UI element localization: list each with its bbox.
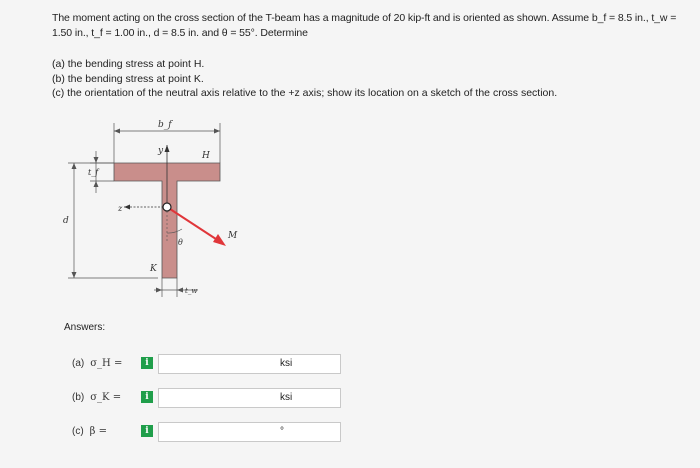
tf-label: t_f bbox=[88, 168, 99, 177]
centroid-marker bbox=[163, 203, 171, 211]
answer-b-label bbox=[72, 392, 121, 403]
part-c-text: (c) the orientation of the neutral axis relative to the +z axis; show its location on a sketch of the cross section. bbox=[52, 87, 558, 99]
answer-a-unit: ksi bbox=[280, 358, 293, 369]
answer-a-symbol: σ_H = bbox=[90, 358, 123, 369]
answer-a-label bbox=[72, 358, 122, 369]
answer-a-part: (a) bbox=[72, 358, 85, 369]
z-label: z bbox=[118, 204, 123, 213]
d-label: d bbox=[63, 216, 69, 226]
answer-b-symbol: σ_K = bbox=[90, 392, 122, 403]
answer-c-part: (c) bbox=[72, 426, 84, 437]
answer-c-symbol: β = bbox=[89, 426, 108, 437]
K-label: K bbox=[150, 264, 157, 274]
bf-label: b_f bbox=[158, 120, 172, 130]
answer-c-input[interactable] bbox=[158, 422, 341, 442]
M-label: M bbox=[228, 231, 238, 241]
answer-a-input[interactable] bbox=[158, 354, 341, 374]
answer-c-unit: ° bbox=[280, 426, 284, 437]
answers-heading: Answers: bbox=[64, 322, 106, 333]
problem-statement bbox=[52, 11, 682, 41]
answer-c-label bbox=[72, 426, 107, 437]
problem-text: The moment acting on the cross section of the T-beam has a magnitude of 20 kip-ft and is oriented as shown. Assume b_f = 8.5 in., t_w = 1.50 in., t_f = 1.00 in., d = 8.5 in. and θ = 55°. Determine bbox=[52, 12, 677, 39]
problem-parts bbox=[52, 57, 557, 101]
tw-label: t_w bbox=[185, 287, 198, 295]
answer-b-input[interactable] bbox=[158, 388, 341, 408]
info-button-b[interactable]: i bbox=[141, 391, 153, 403]
H-label: H bbox=[202, 151, 210, 161]
info-button-a[interactable]: i bbox=[141, 357, 153, 369]
part-a-text: (a) the bending stress at point H. bbox=[52, 58, 205, 70]
answer-b-part: (b) bbox=[72, 392, 85, 403]
moment-arrowhead bbox=[213, 234, 226, 246]
answer-b-unit: ksi bbox=[280, 392, 293, 403]
theta-label: θ bbox=[178, 238, 183, 247]
tbeam-cross-section-figure bbox=[58, 115, 248, 305]
part-b-text: (b) the bending stress at point K. bbox=[52, 72, 204, 85]
y-label: y bbox=[158, 146, 164, 156]
info-button-c[interactable]: i bbox=[141, 425, 153, 437]
